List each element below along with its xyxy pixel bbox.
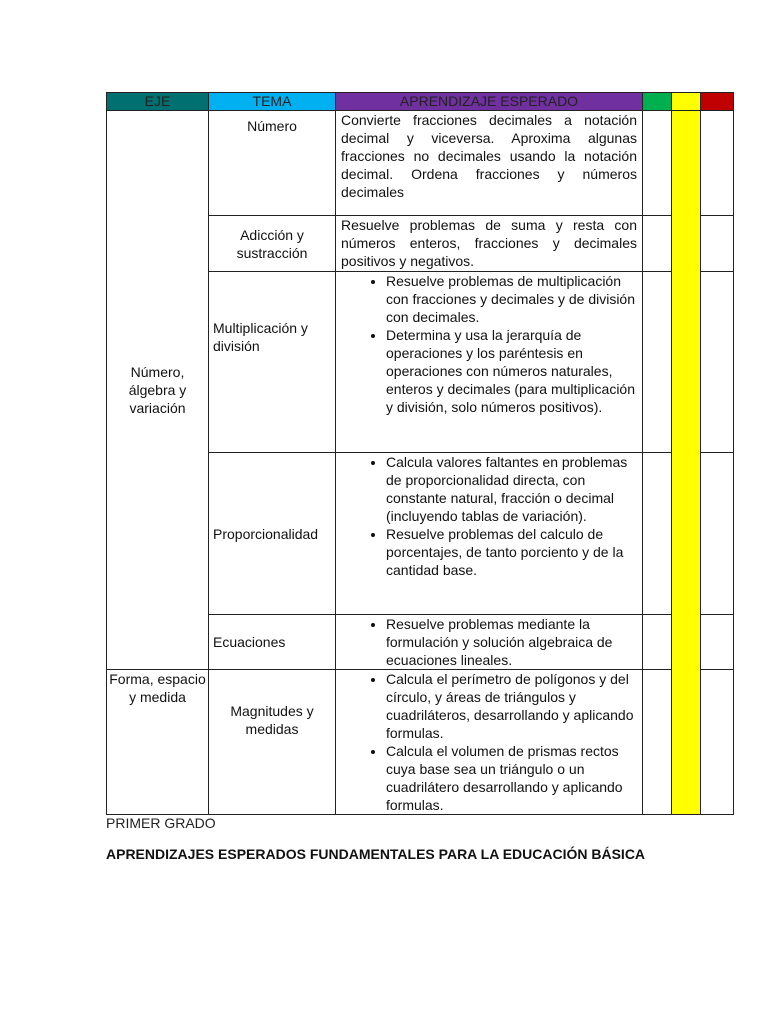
header-eje: EJE (107, 93, 209, 111)
tema-cell: Magnitudes y medidas (209, 670, 336, 815)
header-green-status (643, 93, 672, 111)
aprendizaje-cell: Convierte fracciones decimales a notación decimal y viceversa. Aproxima algunas fracciones no decimales usando la notación decimal. Ordena fracciones y números decimales (336, 111, 643, 216)
grade-label: PRIMER GRADO (106, 815, 216, 831)
status-green-cell[interactable] (643, 111, 672, 216)
list-item: • Resuelve problemas del calculo de porcentajes, de tanto porciento y de la cantidad base. (386, 525, 637, 579)
status-green-cell[interactable] (643, 216, 672, 272)
header-tema: TEMA (209, 93, 336, 111)
table-row (107, 111, 734, 216)
aprendizaje-list (341, 272, 637, 416)
aprendizaje-cell (336, 453, 643, 615)
eje-cell: Forma, espacio y medida (107, 670, 209, 815)
status-yellow-column[interactable] (672, 111, 701, 815)
status-red-cell[interactable] (701, 670, 734, 815)
tema-cell: Proporcionalidad (209, 453, 336, 615)
status-red-cell[interactable] (701, 111, 734, 216)
header-row (107, 93, 734, 111)
aprendizaje-cell (336, 615, 643, 670)
list-item: • Calcula el perímetro de polígonos y del círculo, y áreas de triángulos y cuadriláteros, desarrollando y aplicando formulas. (386, 670, 637, 742)
status-red-cell[interactable] (701, 615, 734, 670)
tema-cell: Multiplicación y división (209, 272, 336, 453)
aprendizaje-list (341, 670, 637, 814)
header-red-status (701, 93, 734, 111)
document-title: APRENDIZAJES ESPERADOS FUNDAMENTALES PARA LA EDUCACIÓN BÁSICA (106, 846, 646, 862)
status-green-cell[interactable] (643, 615, 672, 670)
tema-cell: Número (209, 111, 336, 216)
aprendizaje-cell: Resuelve problemas de suma y resta con números enteros, fracciones y decimales positivos y negativos. (336, 216, 643, 272)
status-green-cell[interactable] (643, 272, 672, 453)
list-item: • Calcula el volumen de prismas rectos cuya base sea un triángulo o un cuadrilátero desarrollando y aplicando formulas. (386, 742, 637, 814)
tema-cell: Adicción y sustracción (209, 216, 336, 272)
table-row (107, 670, 734, 815)
header-aprendizaje: APRENDIZAJE ESPERADO (336, 93, 643, 111)
status-green-cell[interactable] (643, 670, 672, 815)
status-red-cell[interactable] (701, 453, 734, 615)
status-red-cell[interactable] (701, 216, 734, 272)
aprendizajes-table (106, 92, 734, 815)
aprendizaje-list (341, 615, 637, 669)
aprendizaje-cell (336, 272, 643, 453)
list-item: • Calcula valores faltantes en problemas de proporcionalidad directa, con constante natural, fracción o decimal (incluyendo tablas de variación). (386, 453, 637, 525)
eje-cell: Número, álgebra y variación (107, 111, 209, 670)
list-item: • Determina y usa la jerarquía de operaciones y los paréntesis en operaciones con números naturales, enteros y decimales (para multiplicación y división, solo números positivos). (386, 326, 637, 416)
list-item: • Resuelve problemas mediante la formulación y solución algebraica de ecuaciones lineales. (386, 615, 637, 669)
list-item: • Resuelve problemas de multiplicación con fracciones y decimales y de división con decimales. (386, 272, 637, 326)
header-yellow-status (672, 93, 701, 111)
status-green-cell[interactable] (643, 453, 672, 615)
status-red-cell[interactable] (701, 272, 734, 453)
tema-cell: Ecuaciones (209, 615, 336, 670)
aprendizaje-cell (336, 670, 643, 815)
aprendizaje-list (341, 453, 637, 579)
